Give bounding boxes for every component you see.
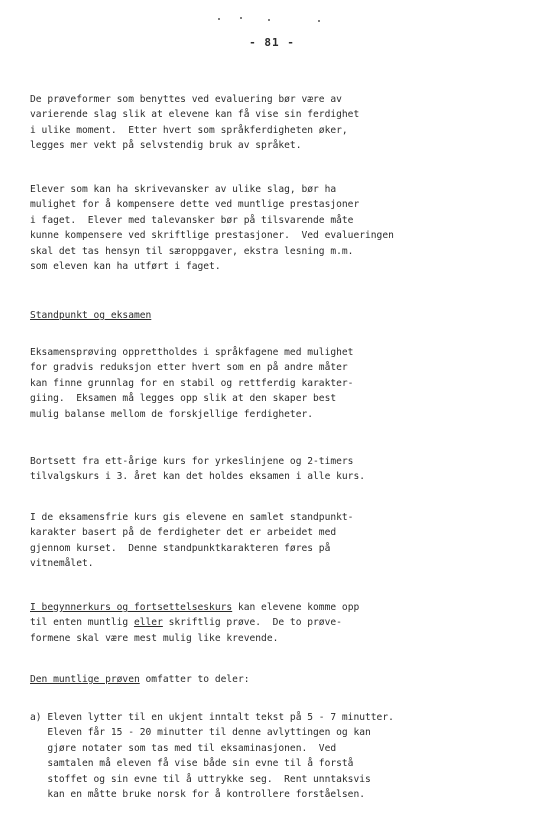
text-fragment: kan elevene komme opp bbox=[232, 602, 360, 613]
page-number: - 81 - bbox=[249, 36, 295, 49]
scan-speck bbox=[318, 20, 320, 22]
section-heading-standpunkt-eksamen: Standpunkt og eksamen bbox=[30, 310, 152, 321]
paragraph-compensation: Elever som kan ha skrivevansker av ulike slag, bør ha mulighet for å kompensere dette ved muntlige prestasjoner i faget. Elever med talevansker bør på tilsvarende måte kunne kompensere ved skriftlige prestasjoner. Ved evalueringen skal det tas hensyn til særoppgaver, ekstra lesning m.m. som eleven kan ha utført i faget. bbox=[30, 184, 394, 273]
text-fragment: formene skal være mest mulig like krevende. bbox=[30, 632, 279, 644]
scan-speck bbox=[268, 19, 270, 21]
scan-speck bbox=[240, 17, 242, 19]
paragraph-beginner-courses bbox=[30, 600, 530, 646]
text-fragment: til enten muntlig bbox=[30, 617, 134, 629]
paragraph-exam-exceptions: Bortsett fra ett-årige kurs for yrkeslinjene og 2-timers tilvalgskurs i 3. året kan det holdes eksamen i alle kurs. bbox=[30, 456, 366, 483]
underlined-course-types: I begynnerkurs og fortsettelseskurs bbox=[30, 602, 233, 613]
paragraph-exam-testing: Eksamensprøving opprettholdes i språkfagene med mulighet for gradvis reduksjon etter hvert som en på andre måter kan finne grunnlag for en stabil og rettferdig karakter- giing. Eksamen må legges opp slik at den skaper best mulig balanse mellom de forskjellige ferdigheter. bbox=[30, 347, 354, 420]
text-fragment: omfatter to deler: bbox=[139, 674, 250, 685]
text-fragment: skriftlig prøve. De to prøve- bbox=[162, 617, 342, 629]
underlined-oral-exam: Den muntlige prøven bbox=[30, 674, 140, 685]
list-item-a: a) Eleven lytter til en ukjent inntalt tekst på 5 - 7 minutter. Eleven får 15 - 20 minutter til denne avlyttingen og kan gjøre notater som tas med til eksaminasjonen. Ved samtalen må eleven få vise både sin evne til å forstå stoffet og sin evne til å uttrykke seg. Rent unntaksvis kan en måtte bruke norsk for å kontrollere forståelsen. bbox=[30, 712, 394, 801]
heading-oral-exam bbox=[30, 672, 530, 687]
paragraph-evaluation-forms: De prøveformer som benyttes ved evaluering bør være av varierende slag slik at elevene kan få vise sin ferdighet i ulike moment. Etter hvert som språkferdigheten øker, legges mer vekt på selvstendig bruk av språket. bbox=[30, 94, 360, 152]
underlined-eller: eller bbox=[133, 617, 163, 629]
scan-speck bbox=[218, 18, 220, 20]
paragraph-exam-free-courses: I de eksamensfrie kurs gis elevene en samlet standpunkt- karakter basert på de ferdigheter det er arbeidet med gjennom kurset. Denne standpunktkarakteren føres på vitnemålet. bbox=[30, 512, 354, 570]
